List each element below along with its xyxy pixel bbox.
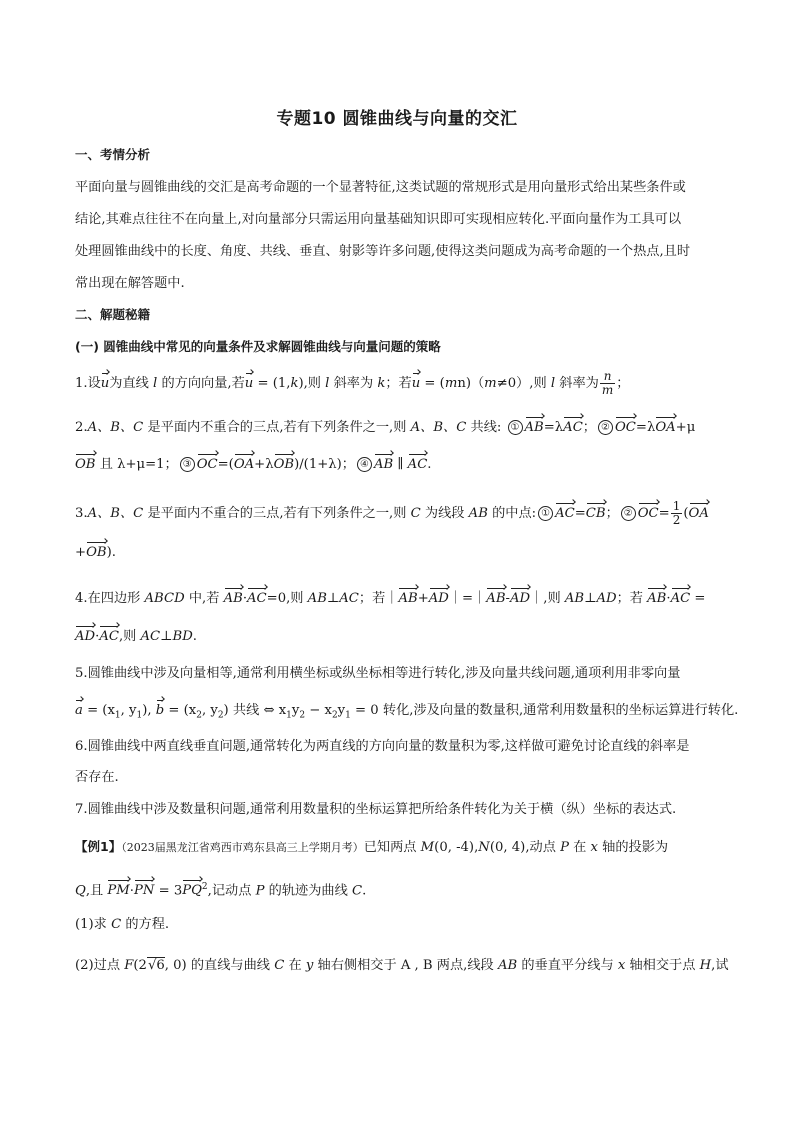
section-heading-secrets: 二、解题秘籍 <box>75 307 151 322</box>
section-heading-analysis: 一、考情分析 <box>75 147 151 162</box>
paragraph-line: 处理圆锥曲线中的长度、角度、共线、垂直、射影等许多问题,使得这类问题成为高考命题的一个热点,且时 <box>75 244 691 259</box>
item-5: 5.圆锥曲线中涉及向量相等,通常利用横坐标或纵坐标相等进行转化,涉及向量共线问题,通项利用非零向量 <box>75 666 681 681</box>
fraction-one-half: $\frac{1}{2}$ <box>672 499 681 527</box>
item-2-cont: OB 且 λ+μ=1； ③ OC=(OA+λOB)/(1+λ)； ④ AB ∥ AC. <box>75 457 432 472</box>
item-2: 2.A、B、C 是平面内不重合的三点,若有下列条件之一,则 A、B、C 共线: ① AB=λAC； ② OC=λOA+μ <box>75 420 696 435</box>
item-3-cont: +OB). <box>75 545 116 560</box>
paragraph-line: 常出现在解答题中. <box>75 276 185 291</box>
example-1: 【例1】（2023届黑龙江省鸡西市鸡东县高三上学期月考）已知两点 M(0, -4),N(0, 4),动点 P 在 x 轴的投影为 <box>75 839 669 855</box>
item-6-cont: 否存在. <box>75 770 119 785</box>
fraction-n-over-m: $\frac{n}{m}$ <box>601 369 614 397</box>
question-1: (1)求 C 的方程. <box>75 917 170 932</box>
item-3: 3.A、B、C 是平面内不重合的三点,若有下列条件之一,则 C 为线段 AB 的中点: ① AC=CB； ② OC= $\frac{1}{2}$ (OA <box>75 499 709 527</box>
paragraph-line: 平面向量与圆锥曲线的交汇是高考命题的一个显著特征,这类试题的常规形式是用向量形式给出某些条件或 <box>75 180 686 195</box>
item-5-cont: $a = (x_1$, $y_1$), $b = (x_2$, $y_2$) 共线 ⇔ $x_1y_2 - x_2y_1 = 0$ 转化,涉及向量的数量积,通常利用数量积的坐标运算进行转化. <box>75 703 739 721</box>
sqrt-six: √6 <box>147 958 165 973</box>
item-6: 6.圆锥曲线中两直线垂直问题,通常转化为两直线的方向向量的数量积为零,这样做可避免讨论直线的斜率是 <box>75 739 690 754</box>
example-tag: 【例1】 <box>75 839 122 854</box>
example-1-cont: Q,且 $PM\cdot PN = 3PQ^2$,记动点 P 的轨迹为曲线 C. <box>75 882 367 899</box>
item-4-cont: AD·AC,则 AC⊥BD. <box>75 629 197 644</box>
page-title: 专题10 圆锥曲线与向量的交汇 <box>276 109 518 129</box>
paragraph-line: 结论,其难点往往不在向量上,对向量部分只需运用向量基础知识即可实现相应转化.平面向量作为工具可以 <box>75 212 682 227</box>
item-1: 1.设u为直线 l 的方向向量,若u = (1,k),则 l 斜率为 k；若u = (mn)（m≠0）,则 l 斜率为 $\frac{n}{m}$ ； <box>75 369 630 397</box>
item-7: 7.圆锥曲线中涉及数量积问题,通常利用数量积的坐标运算把所给条件转化为关于横（纵）坐标的表达式. <box>75 802 677 817</box>
sub-heading-strategies: (一) 圆锥曲线中常见的向量条件及求解圆锥曲线与向量问题的策略 <box>75 339 441 354</box>
question-2: (2)过点 F(2√6, 0) 的直线与曲线 C 在 y 轴右侧相交于 A , B 两点,线段 AB 的垂直平分线与 x 轴相交于点 H,试 <box>75 958 729 973</box>
item-4: 4.在四边形 ABCD 中,若 AB·AC=0,则 AB⊥AC；若｜AB+AD｜=｜AB-AD｜,则 AB⊥AD；若 AB·AC = <box>75 591 706 606</box>
